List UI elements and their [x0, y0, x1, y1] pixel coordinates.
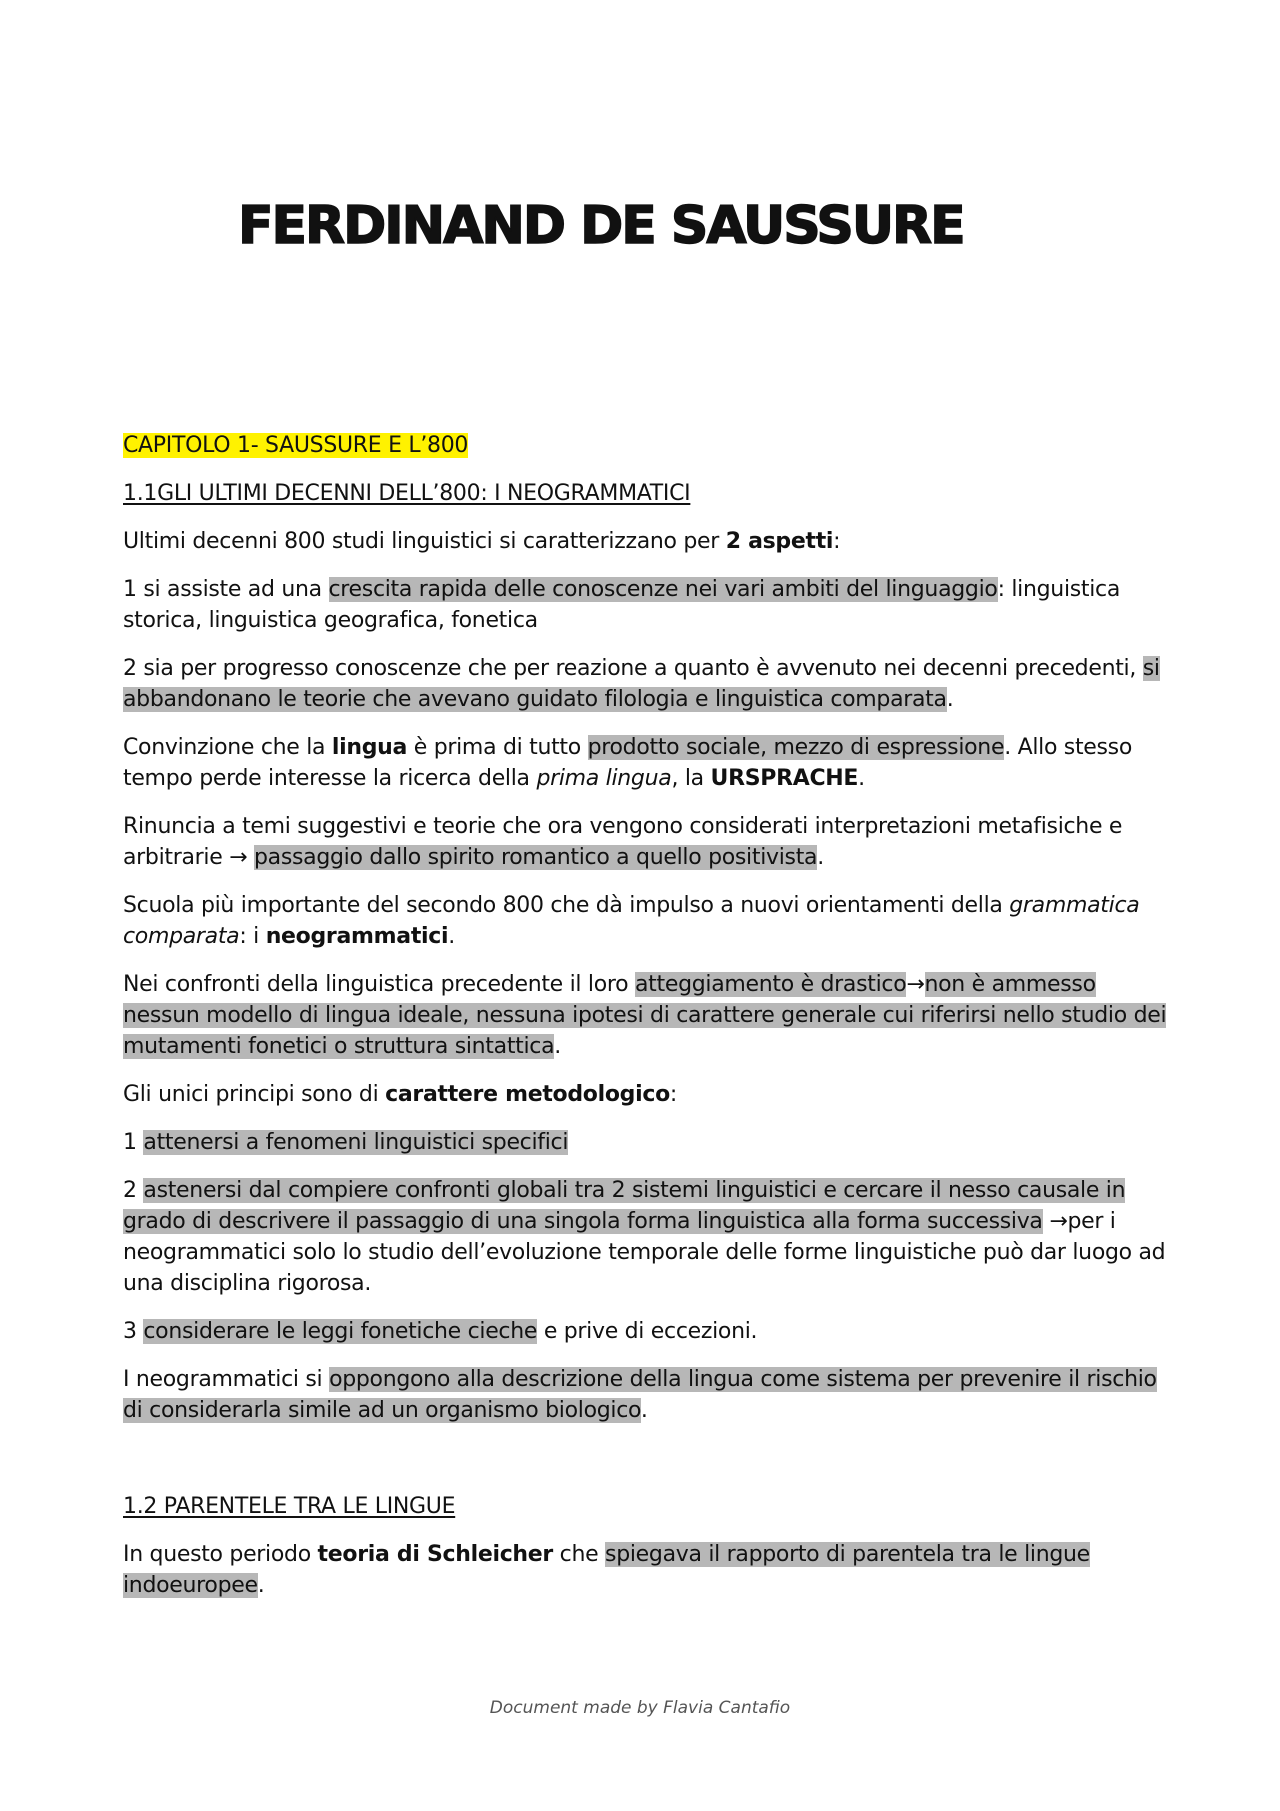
text: 2 [123, 1178, 144, 1203]
bold-text: URSPRACHE [710, 766, 859, 791]
highlighted-text: attenersi a fenomeni linguistici specifici [143, 1130, 569, 1155]
text: Scuola più importante del secondo 800 che dà impulso a nuovi orientamenti della [123, 893, 1010, 918]
section-heading-1-1: 1.1GLI ULTIMI DECENNI DELL’800: I NEOGRAMMATICI [123, 481, 691, 506]
text: Convinzione che la [123, 735, 332, 760]
text: . [946, 687, 954, 712]
paragraph-8 [123, 1079, 1173, 1110]
text: . [554, 1034, 561, 1059]
bold-text: lingua [331, 735, 408, 760]
highlighted-text: si abbandonano le teorie che avevano guidato filologia e linguistica comparata [123, 656, 1160, 712]
document-body [123, 430, 1173, 1618]
arrow-icon: → [906, 972, 925, 997]
text: , la [671, 766, 711, 791]
text: : i [239, 924, 266, 949]
text: I neogrammatici si [123, 1367, 330, 1392]
chapter-heading-text: CAPITOLO 1- SAUSSURE E L’800 [123, 433, 469, 458]
paragraph-5 [123, 811, 1173, 873]
text: . Allo stesso tempo perde interesse la ricerca della [123, 735, 1133, 791]
paragraph-1 [123, 526, 1173, 557]
italic-text: grammatica comparata [123, 893, 1140, 949]
text: : [669, 1082, 678, 1107]
paragraph-3 [123, 653, 1173, 715]
text: 1 [123, 1130, 144, 1155]
text: : linguistica storica, linguistica geografica, fonetica [123, 577, 1121, 633]
text: . [640, 1398, 648, 1423]
text: . [257, 1573, 265, 1598]
text: Nei confronti della linguistica precedente il loro [123, 972, 635, 997]
highlighted-text: crescita rapida delle conoscenze nei vari ambiti del linguaggio [328, 577, 998, 602]
highlighted-text: non è ammesso nessun modello di lingua ideale, nessuna ipotesi di carattere generale cui riferirsi nello studio dei mutamenti fonetici o struttura sintattica [123, 972, 1167, 1059]
paragraph-10 [123, 1175, 1173, 1299]
paragraph-9 [123, 1127, 1173, 1158]
text: 1 si assiste ad una [123, 577, 329, 602]
highlighted-text: prodotto sociale, mezzo di espressione [587, 735, 1005, 760]
italic-text: prima lingua [536, 766, 672, 791]
text: Rinuncia a temi suggestivi e teorie che ora vengono considerati interpretazioni metafisiche e arbitrarie → [123, 814, 1123, 870]
bold-text: neogrammatici [265, 924, 449, 949]
text: . [817, 845, 824, 870]
paragraph-7 [123, 969, 1173, 1062]
text: : [833, 529, 841, 554]
paragraph-4 [123, 732, 1173, 794]
paragraph-2 [123, 574, 1173, 636]
text: →per i neogrammatici solo lo studio dell’evoluzione temporale delle forme linguistiche può dar luogo ad una disciplina rigorosa. [123, 1209, 1166, 1296]
document-title: FERDINAND DE SAUSSURE [238, 196, 964, 256]
chapter-heading [123, 430, 1173, 461]
bold-text: 2 aspetti [725, 529, 834, 554]
text: che [552, 1542, 606, 1567]
page-footer: Document made by Flavia Cantafio [489, 1698, 791, 1718]
section-heading-1-2: 1.2 PARENTELE TRA LE LINGUE [123, 1494, 456, 1519]
highlighted-text: passaggio dallo spirito romantico a quello positivista [253, 845, 818, 870]
highlighted-text: considerare le leggi fonetiche cieche [143, 1319, 538, 1344]
bold-text: carattere metodologico [385, 1082, 670, 1107]
text: . [448, 924, 455, 949]
text: Ultimi decenni 800 studi linguistici si caratterizzano per [123, 529, 726, 554]
highlighted-text: spiegava il rapporto di parentela tra le lingue indoeuropee [123, 1542, 1090, 1598]
highlighted-text: astenersi dal compiere confronti globali tra 2 sistemi linguistici e cercare il nesso causale in grado di descrivere il passaggio di una singola forma linguistica alla forma successiva [123, 1178, 1126, 1234]
paragraph-11 [123, 1316, 1173, 1347]
text: 2 sia per progresso conoscenze che per reazione a quanto è avvenuto nei decenni precedenti, [123, 656, 1143, 681]
highlighted-text: atteggiamento è drastico [635, 972, 907, 997]
paragraph-12 [123, 1364, 1173, 1426]
paragraph-6 [123, 890, 1173, 952]
bold-text: teoria di Schleicher [317, 1542, 553, 1567]
highlighted-text: oppongono alla descrizione della lingua come sistema per prevenire il rischio di considerarla simile ad un organismo biologico [123, 1367, 1157, 1423]
paragraph-13 [123, 1539, 1173, 1601]
text: 3 [123, 1319, 144, 1344]
text: . [858, 766, 865, 791]
section-spacer [123, 1443, 1173, 1491]
text: In questo periodo [123, 1542, 318, 1567]
text: Gli unici principi sono di [123, 1082, 386, 1107]
text: e prive di eccezioni. [537, 1319, 758, 1344]
text: è prima di tutto [407, 735, 588, 760]
